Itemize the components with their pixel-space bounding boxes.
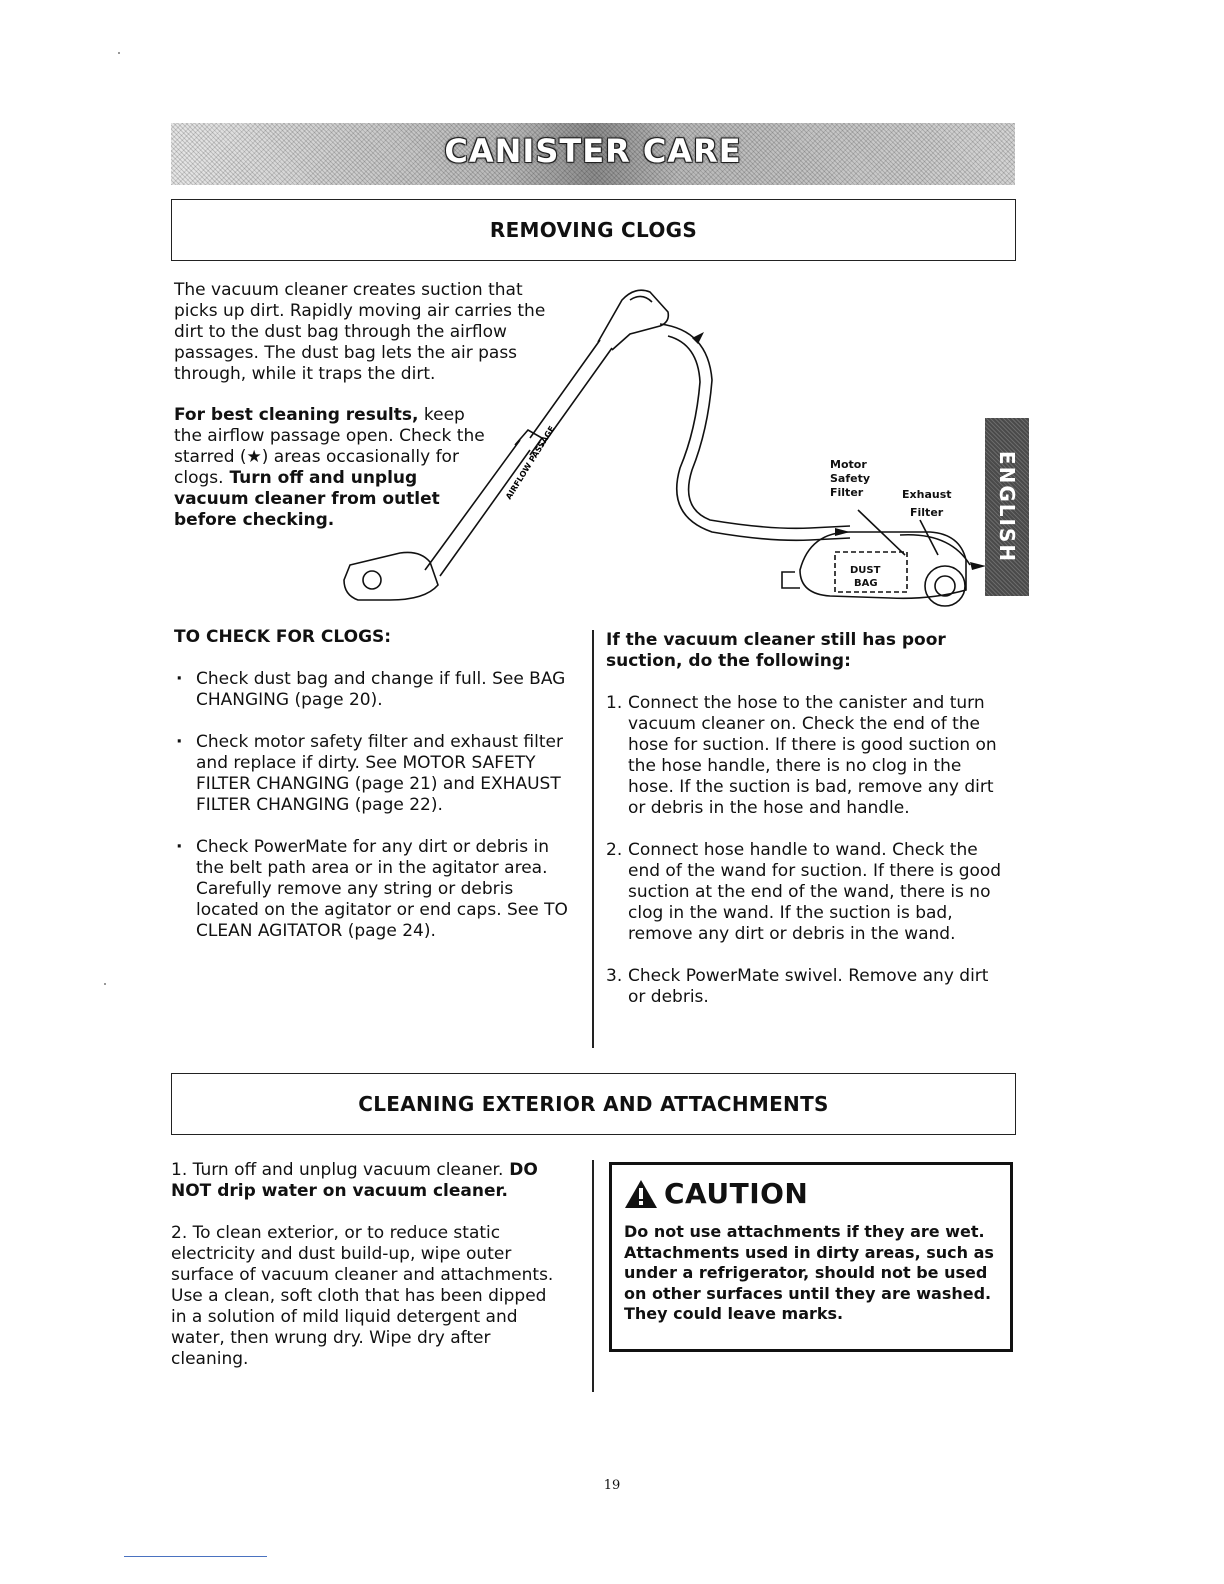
check-clogs-section (174, 627, 568, 963)
cleaning-heading: CLEANING EXTERIOR AND ATTACHMENTS (358, 1092, 829, 1116)
caution-title: CAUTION (664, 1177, 809, 1210)
poor-suction-section (606, 630, 1010, 1029)
list-item (606, 840, 1010, 945)
hose (660, 324, 850, 528)
language-label: ENGLISH (995, 450, 1019, 564)
step-number: 2. (606, 840, 623, 860)
page-number: 19 (603, 1478, 621, 1493)
list-item: · Check dust bag and change if full. See BAG CHANGING (page 20). (174, 669, 568, 711)
airflow-arrow (970, 562, 986, 570)
tip-rest: keep the airflow passage open. Check the starred (★) areas occasionally for clogs. (174, 405, 485, 488)
column-divider (592, 630, 594, 1048)
motor-filter-label-3: Filter (830, 486, 864, 499)
page-title: CANISTER CARE (444, 132, 742, 170)
cleaning-step-2 (171, 1223, 567, 1370)
cleaning-heading-box (171, 1073, 1016, 1135)
warning-triangle-icon (624, 1179, 658, 1209)
poor-suction-heading: If the vacuum cleaner still has poor suction, do the following: (606, 630, 946, 671)
scan-dot (118, 52, 120, 54)
caution-text: Do not use attachments if they are wet. Attachments used in dirty areas, such as under a refrigerator, should not be used on other surfaces until they are washed. They could leave marks. (624, 1222, 994, 1323)
canister-wheel (925, 566, 965, 606)
motor-filter-label-1: Motor (830, 458, 867, 471)
powermate-nozzle (344, 552, 438, 600)
intro-paragraph: The vacuum cleaner creates suction that picks up dirt. Rapidly moving air carries the dirt to the dust bag through the airflow passages. The dust bag lets the air pass through, while it traps the dirt. (174, 280, 546, 384)
agitator-star-marker (363, 571, 381, 589)
exhaust-filter-label-2: Filter (910, 506, 944, 519)
removing-clogs-heading: REMOVING CLOGS (489, 218, 698, 242)
caution-box (609, 1162, 1013, 1352)
list-item: · Check motor safety filter and exhaust filter and replace if dirty. See MOTOR SAFETY FILTER CHANGING (page 21) and EXHAUST FILTER CHANGING (page 22). (174, 732, 568, 816)
airflow-arrow (692, 332, 704, 344)
cleaning-steps (171, 1160, 567, 1370)
airflow-passage-label: AIRFLOW PASSAGE (504, 424, 557, 502)
step-text: Connect the hose to the canister and turn vacuum cleaner on. Check the end of the hose for suction. If there is good suction on the hose handle, there is no clog in the hose. If the suction is bad, remove any dirt or debris in the hose and handle. (628, 693, 997, 818)
step-number: 2. (171, 1223, 188, 1243)
exhaust-filter-label-1: Exhaust (902, 488, 952, 501)
scan-dot (104, 983, 106, 985)
vacuum-airflow-diagram (330, 270, 990, 620)
check-clogs-list (174, 669, 568, 942)
check-clogs-heading: TO CHECK FOR CLOGS: (174, 627, 392, 647)
list-item: · Check PowerMate for any dirt or debris in the belt path area or in the agitator area. Carefully remove any string or debris located on the agitator or end caps. See TO CLEAN AGITATOR (page 24). (174, 837, 568, 942)
tip-lead: For best cleaning results, (174, 405, 419, 425)
dust-bag-label-2: BAG (854, 578, 878, 589)
step-text: Turn off and unplug vacuum cleaner. (192, 1160, 504, 1180)
cleaning-step-1 (171, 1160, 567, 1202)
step-text: Connect hose handle to wand. Check the end of the wand for suction. If there is good suction at the end of the wand, there is no clog in the wand. If the suction is bad, remove any dirt or debris in the wand. (628, 840, 1002, 944)
step-text: Check PowerMate swivel. Remove any dirt or debris. (628, 966, 989, 1007)
column-divider (592, 1160, 594, 1392)
motor-filter-label-2: Safety (830, 472, 871, 485)
step-number: 3. (606, 966, 623, 986)
airflow-arrow (835, 528, 850, 536)
hose-handle (598, 290, 668, 350)
canister-body (800, 532, 966, 598)
wand-upper (530, 340, 612, 446)
step-warning: DO NOT drip water on vacuum cleaner. (171, 1160, 538, 1201)
language-side-tab (985, 418, 1029, 596)
header-banner (171, 123, 1015, 185)
list-item (606, 693, 1010, 819)
removing-clogs-heading-box (171, 199, 1016, 261)
caution-header (624, 1177, 998, 1210)
poor-suction-list (606, 693, 1010, 1008)
step-text: To clean exterior, or to reduce static electricity and dust build-up, wipe outer surface of vacuum cleaner and attachments. Use a clean, soft cloth that has been dipped in a solution of mild liquid detergent and water, then wrung dry. Wipe dry after cleaning. (171, 1223, 554, 1369)
tip-warning: Turn off and unplug vacuum cleaner from outlet before checking. (174, 468, 440, 530)
step-number: 1. (171, 1160, 188, 1180)
footer-rule (124, 1556, 267, 1557)
dust-bag-label-1: DUST (850, 565, 881, 576)
wand (425, 440, 530, 576)
list-item (606, 966, 1010, 1008)
step-number: 1. (606, 693, 623, 713)
